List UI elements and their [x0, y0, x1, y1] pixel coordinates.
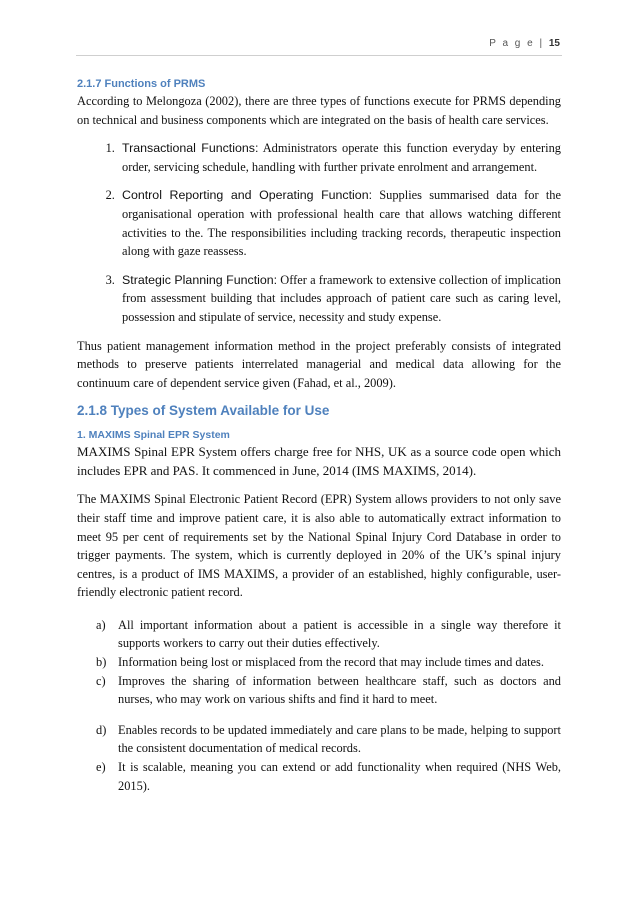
- function-text: Administrators operate this function everyday by entering order, servicing schedule, handling with further private enrolment and arrangement.: [122, 141, 561, 174]
- header-divider: [76, 55, 562, 56]
- benefit-item: [96, 672, 561, 709]
- page-content: [77, 76, 561, 795]
- benefit-item: [96, 758, 561, 795]
- benefit-item: [96, 616, 561, 653]
- function-item: [118, 271, 561, 327]
- page-header: [489, 38, 560, 49]
- function-text: Supplies summarised data for the organisational operation with professional health care that allows watching different activities to the. The responsibilities including tracking records, therapeutic inspection along with gaze reassess.: [122, 188, 561, 259]
- benefit-text: All important information about a patient is accessible in a single way therefore it supports workers to carry out their duties effectively.: [118, 617, 561, 651]
- functions-list: [77, 139, 561, 326]
- function-title: Control Reporting and Operating Function:: [122, 188, 373, 203]
- section-heading-functions: 2.1.7 Functions of PRMS: [77, 78, 206, 90]
- subheading-maxims: 1. MAXIMS Spinal EPR System: [77, 429, 230, 442]
- function-title: Strategic Planning Function:: [122, 272, 278, 287]
- functions-conclusion: Thus patient management information method in the project preferably consists of integrated methods to preserve patients interrelated managerial and medical data allowing for the continuum care of dependent service given (Fahad, et al., 2009).: [77, 338, 561, 390]
- benefit-marker: b): [96, 655, 107, 670]
- function-text: Offer a framework to extensive collection of implication from assessment building that includes approach of patient care such as caring level, possession and stipulate of service, necessity and study expense.: [122, 272, 561, 324]
- benefit-item: [96, 653, 561, 672]
- benefit-text: Improves the sharing of information between healthcare staff, such as doctors and nurses, who may work on various shifts and find it hard to meet.: [118, 673, 561, 707]
- maxims-description: The MAXIMS Spinal Electronic Patient Record (EPR) System allows providers to not only save their staff time and improve patient care, it is also able to automatically extract information to meet 95 per cent of requirements set by the National Spinal Injury Cord Database in order to trigger payments. The system, which is currently deployed in 20% of the UK’s spinal injury centres, is a product of IMS MAXIMS, a provider of an established, highly configurable, user-friendly electronic patient record.: [77, 492, 561, 600]
- page-label: P a g e: [489, 38, 535, 49]
- section-heading-system-types: 2.1.8 Types of System Available for Use: [77, 403, 330, 419]
- benefit-text: Information being lost or misplaced from the record that may include times and dates.: [118, 655, 544, 670]
- function-title: Transactional Functions:: [122, 141, 259, 156]
- function-item: [118, 186, 561, 260]
- benefit-item: [96, 721, 561, 758]
- maxims-summary: MAXIMS Spinal EPR System offers charge free for NHS, UK as a source code open which includes EPR and PAS. It commenced in June, 2014 (IMS MAXIMS, 2014).: [77, 444, 561, 479]
- benefit-marker: d): [96, 722, 107, 737]
- page-separator: |: [539, 38, 545, 49]
- functions-intro: According to Melongoza (2002), there are three types of functions execute for PRMS depending on technical and business components which are integrated on the basis of health care services.: [77, 94, 561, 127]
- benefit-marker: a): [96, 617, 106, 632]
- benefits-list: [77, 616, 561, 795]
- benefit-text: It is scalable, meaning you can extend or add functionality when required (NHS Web, 2015).: [118, 760, 561, 793]
- page-number: 15: [548, 38, 560, 49]
- function-item: [118, 139, 561, 176]
- benefit-marker: e): [96, 760, 106, 775]
- benefit-text: Enables records to be updated immediately and care plans to be made, helping to support the consistent documentation of medical records.: [118, 722, 561, 756]
- benefit-marker: c): [96, 673, 106, 688]
